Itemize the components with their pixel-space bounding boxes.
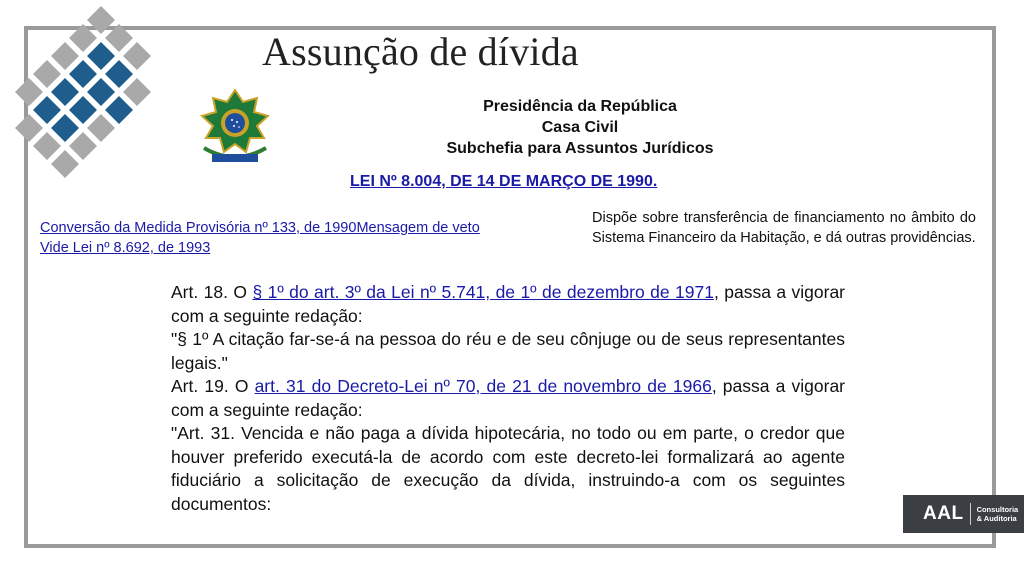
diamond-shape [33,96,61,124]
art18-prefix: Art. 18. O [171,282,253,302]
diamond-shape [51,114,79,142]
art18-quote: "§ 1º A citação far-se-á na pessoa do réu e de seu cônjuge ou de seus representantes legais." [171,329,845,373]
aal-logo [903,495,1024,533]
header-block [380,96,780,159]
diamond-shape [33,132,61,160]
diamond-shape [87,114,115,142]
art19-prefix: Art. 19. O [171,376,255,396]
header-subchefia: Subchefia para Assuntos Jurídicos [446,140,714,157]
diamond-shape [105,96,133,124]
diamond-shape [69,96,97,124]
diamond-shape [15,78,43,106]
diamond-shape [51,42,79,70]
diamond-shape [123,42,151,70]
diamond-shape [123,78,151,106]
diamond-shape [105,60,133,88]
art18-suffix: , passa a vigorar com a seguinte redação: [171,282,846,326]
diamond-shape [69,24,97,52]
logo-separator [970,503,971,525]
diamond-shape [69,132,97,160]
diamond-shape [105,24,133,52]
conversion-link[interactable]: Conversão da Medida Provisória nº 133, de 1990 [40,220,357,236]
law-articles [171,281,845,516]
diamond-shape [33,60,61,88]
diamond-shape [69,60,97,88]
header-presidency: Presidência da República [483,98,677,115]
art19-suffix: , passa a vigorar com a seguinte redação: [171,376,846,420]
diamond-shape [51,150,79,178]
slide-title: Assunção de dívida [262,29,579,74]
diamond-shape [87,78,115,106]
art31-quote: "Art. 31. Vencida e não paga a dívida hipotecária, no todo ou em parte, o credor que houver preferido executá-la de acordo com este decreto-lei formalizará ao agente fiduciário a solicitação de execução da dívida, instruindo-a com os seguintes documentos: [171,423,845,514]
logo-sub-line2: & Auditoria [976,514,1017,523]
diamond-shape [87,42,115,70]
logo-subtitle [977,505,1019,523]
related-links [40,218,480,258]
diamond-shape [51,78,79,106]
diamond-pattern-decoration [6,4,156,184]
logo-sub-line1: Consultoria [976,505,1019,514]
art18-paragraph [171,281,845,328]
art18-reference-link[interactable]: § 1º do art. 3º da Lei nº 5.741, de 1º de dezembro de 1971 [252,282,714,302]
header-civil-house: Casa Civil [541,119,619,136]
diamond-shape [87,6,115,34]
veto-message-link[interactable]: Mensagem de veto [356,220,480,236]
see-also-link[interactable]: Vide Lei nº 8.692, de 1993 [40,240,211,256]
art19-paragraph [171,375,845,422]
brazil-coat-of-arms-emblem [190,88,280,168]
law-summary: Dispõe sobre transferência de financiamento no âmbito do Sistema Financeiro da Habitação, e dá outras providências. [592,210,976,246]
diamond-shape [15,114,43,142]
art19-reference-link[interactable]: art. 31 do Decreto-Lei nº 70, de 21 de novembro de 1966 [254,376,712,396]
law-title-link[interactable]: LEI Nº 8.004, DE 14 DE MARÇO DE 1990. [350,173,658,190]
logo-main-text: AAL [923,503,964,524]
